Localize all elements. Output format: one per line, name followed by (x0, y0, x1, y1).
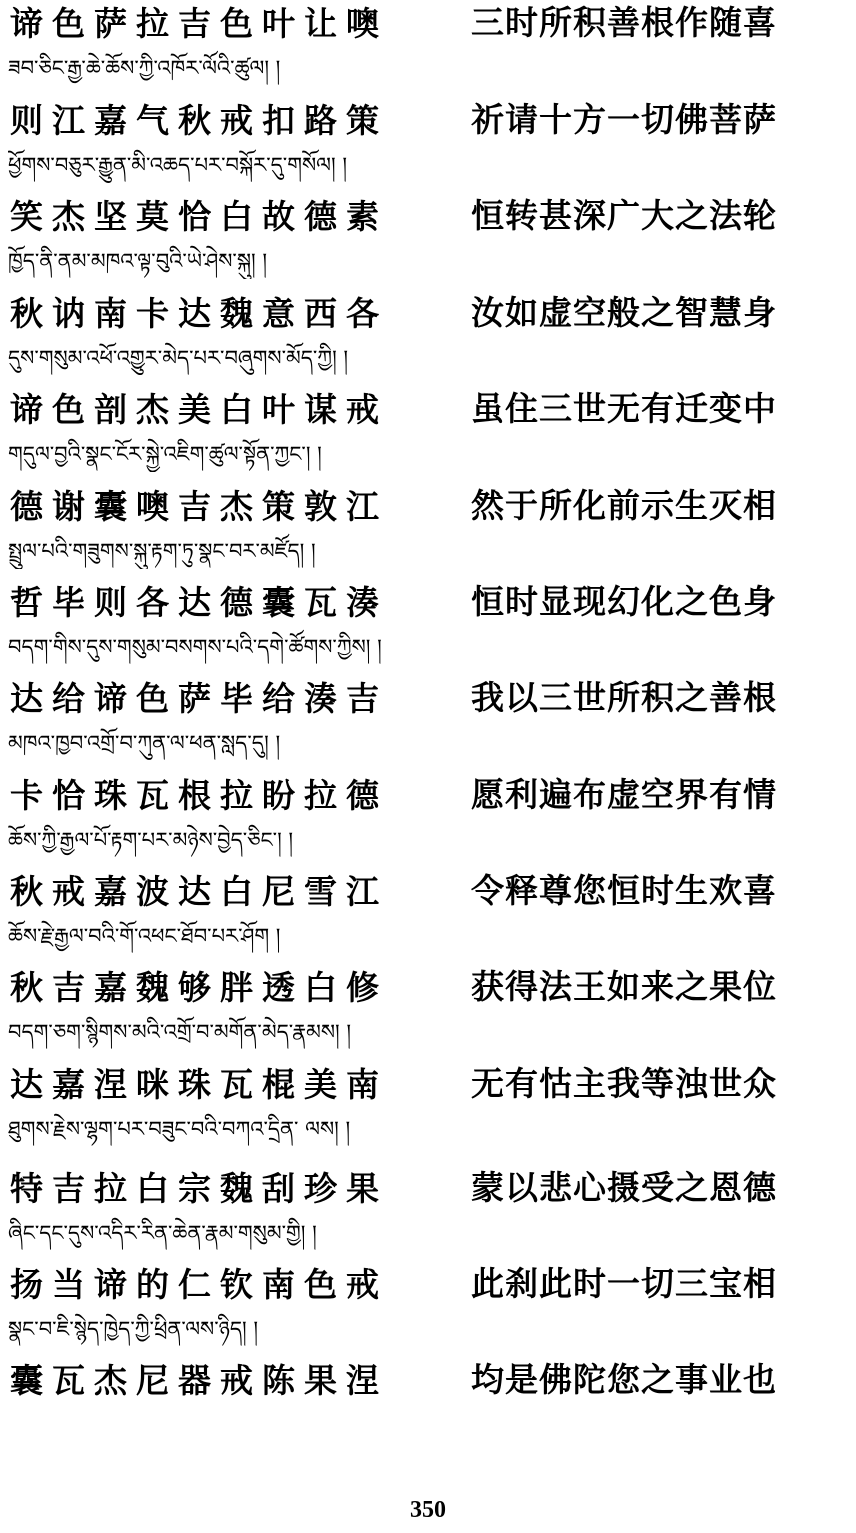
phonetic-line: 秋讷南卡达魏意西各 (10, 294, 388, 333)
chinese-line: 获得法王如来之果位 (471, 970, 777, 1006)
chinese-line: 令释尊您恒时生欢喜 (471, 874, 777, 910)
phonetic-line: 德谢囊噢吉杰策敦江 (10, 487, 388, 526)
tibetan-line: ཆོས་རྗེ་རྒྱལ་བའི་གོ་འཕང་ཐོབ་པར་ཤོག ། (8, 924, 281, 948)
chinese-line: 愿利遍布虚空界有情 (471, 778, 777, 814)
phonetic-line: 达给谛色萨毕给湊吉 (10, 679, 388, 718)
tibetan-line: ཁྱོད་ནི་ནམ་མཁའ་ལྟ་བུའི་ཡེ་ཤེས་སྐུ། ། (8, 249, 267, 273)
tibetan-line: ཞིང་དང་དུས་འདིར་རིན་ཆེན་རྣམ་གསུམ་གྱི། ། (8, 1221, 317, 1245)
tibetan-line: དུས་གསུམ་འཕོ་འགྱུར་མེད་པར་བཞུགས་མོད་ཀྱི། ། (8, 346, 349, 370)
tibetan-line: བདག་ཅག་སྙིགས་མའི་འགྲོ་བ་མགོན་མེད་རྣམས། ། (8, 1020, 352, 1044)
phonetic-line: 秋戒嘉波达白尼雪江 (10, 872, 388, 911)
tibetan-line: སྤྲུལ་པའི་གཟུགས་སྐུ་རྟག་ཏུ་སྣང་བར་མཛོད། ། (8, 539, 316, 563)
page-number: 350 (410, 1497, 446, 1523)
phonetic-line: 笑杰坚莫恰白故德素 (10, 197, 388, 236)
chinese-line: 然于所化前示生灭相 (471, 489, 777, 525)
chinese-line: 蒙以悲心摄受之恩德 (471, 1171, 777, 1207)
tibetan-line: ཟབ་ཅིང་རྒྱ་ཆེ་ཆོས་ཀྱི་འཁོར་ལོའི་ཚུལ། ། (8, 56, 281, 80)
phonetic-line: 扬当谛的仁钦南色戒 (10, 1265, 388, 1304)
tibetan-line: བདག་གིས་དུས་གསུམ་བསགས་པའི་དགེ་ཚོགས་ཀྱིས། ། (8, 635, 382, 659)
tibetan-line: སྣང་བ་ཇི་སྙེད་ཁྱེད་ཀྱི་ཕྲིན་ལས་ཉིད། ། (8, 1317, 259, 1341)
phonetic-line: 卡恰珠瓦根拉盼拉德 (10, 776, 388, 815)
chinese-line: 无有怙主我等浊世众 (471, 1067, 777, 1103)
tibetan-line: ཕྱོགས་བཅུར་རྒྱུན་མི་འཆད་པར་བསྐོར་དུ་གསོལ། ། (8, 153, 347, 177)
tibetan-line: གདུལ་བྱའི་སྣང་ངོར་སྐྱེ་འཇིག་ཚུལ་སྟོན་ཀྱང་། ། (8, 442, 322, 466)
tibetan-line: མཁའ་ཁྱབ་འགྲོ་བ་ཀུན་ལ་ཕན་སླད་དུ། ། (8, 731, 281, 755)
phonetic-line: 达嘉涅咪珠瓦棍美南 (10, 1065, 388, 1104)
phonetic-line: 秋吉嘉魏够胖透白修 (10, 968, 388, 1007)
chinese-line: 均是佛陀您之事业也 (471, 1363, 777, 1399)
phonetic-line: 特吉拉白宗魏刮珍果 (10, 1169, 388, 1208)
phonetic-line: 谛色萨拉吉色叶让噢 (10, 4, 388, 43)
phonetic-line: 哲毕则各达德囊瓦湊 (10, 583, 388, 622)
tibetan-line: ཐུགས་རྗེས་ལྷག་པར་བཟུང་བའི་བཀའ་དྲིན་ ལས། ། (8, 1117, 351, 1141)
chinese-line: 此刹此时一切三宝相 (471, 1267, 777, 1303)
chinese-line: 恒时显现幻化之色身 (471, 585, 777, 621)
tibetan-line: ཆོས་ཀྱི་རྒྱལ་པོ་རྟག་པར་མཉེས་བྱེད་ཅིང་། ། (8, 828, 294, 852)
chinese-line: 汝如虚空般之智慧身 (471, 296, 777, 332)
chinese-line: 虽住三世无有迁变中 (471, 392, 777, 428)
phonetic-line: 谛色剖杰美白叶谋戒 (10, 390, 388, 429)
chinese-line: 我以三世所积之善根 (471, 681, 777, 717)
chinese-line: 祈请十方一切佛菩萨 (471, 103, 777, 139)
chinese-line: 三时所积善根作随喜 (471, 6, 777, 42)
phonetic-line: 则江嘉气秋戒扣路策 (10, 101, 388, 140)
chinese-line: 恒转甚深广大之法轮 (471, 199, 777, 235)
phonetic-line: 囊瓦杰尼器戒陈果涅 (10, 1361, 388, 1400)
